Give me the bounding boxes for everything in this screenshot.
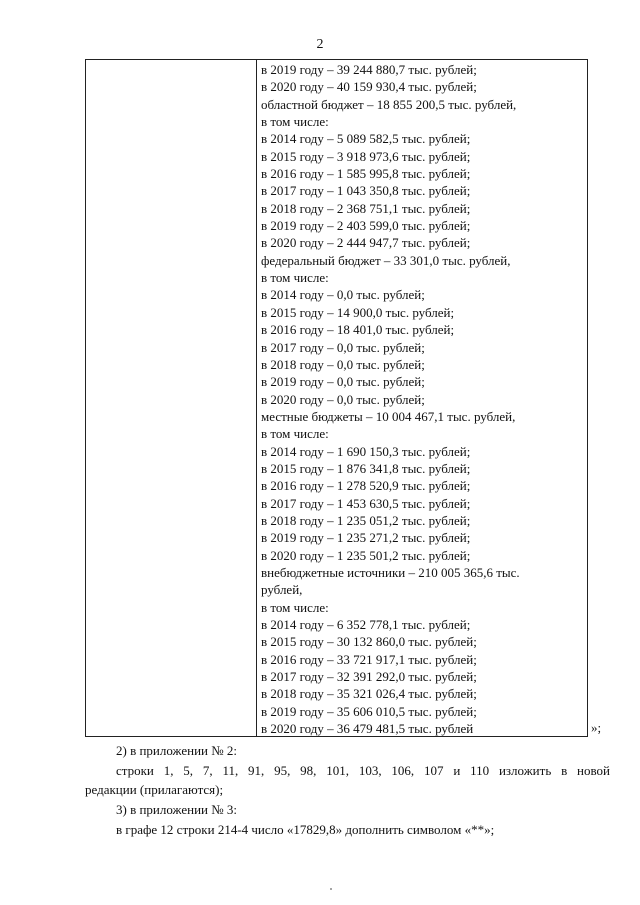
table-line: в 2016 году – 33 721 917,1 тыс. рублей; [261,651,477,667]
table-line: в 2018 году – 2 368 751,1 тыс. рублей; [261,200,471,216]
paragraph-appendix-3: 3) в приложении № 3: [116,802,238,817]
paragraph-appendix-2: 2) в приложении № 2: [116,743,238,758]
table-line: в 2016 году – 18 401,0 тыс. рублей; [261,322,455,338]
table-line: в 2018 году – 1 235 051,2 тыс. рублей; [261,512,471,528]
table-line: в 2017 году – 32 391 292,0 тыс. рублей; [261,669,477,685]
table-line: в том числе: [261,426,329,442]
paragraph-rows-line-1: строки 1, 5, 7, 11, 91, 95, 98, 101, 103, 106, 107 и 110 изложить в новой [116,763,610,778]
table-line: в том числе: [261,599,329,615]
table-line: в 2017 году – 1 453 630,5 тыс. рублей; [261,495,471,511]
table-line: в 2020 году – 1 235 501,2 тыс. рублей; [261,547,471,563]
table-line: в 2015 году – 1 876 341,8 тыс. рублей; [261,460,471,476]
table-line: в 2014 году – 6 352 778,1 тыс. рублей; [261,617,471,632]
page-number: 2 [316,37,324,52]
table-line: в 2014 году – 0,0 тыс. рублей; [261,287,425,303]
funding-table [85,59,588,737]
table-line: в 2019 году – 2 403 599,0 тыс. рублей; [261,218,471,234]
table-line: в 2014 году – 1 690 150,3 тыс. рублей; [261,443,471,459]
table-line: в 2018 году – 35 321 026,4 тыс. рублей; [261,686,477,702]
table-line: в 2015 году – 14 900,0 тыс. рублей; [261,304,455,320]
table-line: в 2019 году – 0,0 тыс. рублей; [261,374,425,390]
table-line: в 2016 году – 1 278 520,9 тыс. рублей; [261,478,471,494]
table-line: рублей, [261,582,303,598]
table-line: местные бюджеты – 10 004 467,1 тыс. рублей, [261,408,516,424]
table-line: в том числе: [261,114,329,130]
table-line: в 2014 году – 5 089 582,5 тыс. рублей; [261,131,471,147]
table-closing-quote: »; [591,720,602,735]
table-line: в 2020 году – 2 444 947,7 тыс. рублей; [261,235,471,251]
funding-column [261,61,583,737]
table-line: в 2020 году – 36 479 481,5 тыс. рублей [261,721,474,737]
table-line: в 2016 году – 1 585 995,8 тыс. рублей; [261,166,471,182]
table-line: в 2019 году – 39 244 880,7 тыс. рублей; [261,62,477,77]
table-line: в 2017 году – 0,0 тыс. рублей; [261,339,425,355]
scan-speck [330,888,332,890]
table-column-divider [256,60,257,736]
table-line: в 2015 году – 3 918 973,6 тыс. рублей; [261,148,471,164]
table-line: внебюджетные источники – 210 005 365,6 тыс. [261,564,520,580]
table-line: в 2018 году – 0,0 тыс. рублей; [261,356,425,372]
table-line: в 2019 году – 1 235 271,2 тыс. рублей; [261,530,471,546]
table-line: в 2019 году – 35 606 010,5 тыс. рублей; [261,703,477,719]
table-line: в 2020 году – 40 159 930,4 тыс. рублей; [261,79,477,95]
table-line: федеральный бюджет – 33 301,0 тыс. рублей, [261,252,511,268]
table-line: областной бюджет – 18 855 200,5 тыс. рублей, [261,96,517,112]
table-line: в 2015 году – 30 132 860,0 тыс. рублей; [261,634,477,650]
paragraph-rows-line-2: редакции (прилагаются); [85,782,224,797]
table-line: в 2020 году – 0,0 тыс. рублей; [261,391,425,407]
paragraph-column-12: в графе 12 строки 214-4 число «17829,8» дополнить символом «**»; [116,822,495,837]
table-line: в том числе: [261,270,329,286]
table-line: в 2017 году – 1 043 350,8 тыс. рублей; [261,183,471,199]
